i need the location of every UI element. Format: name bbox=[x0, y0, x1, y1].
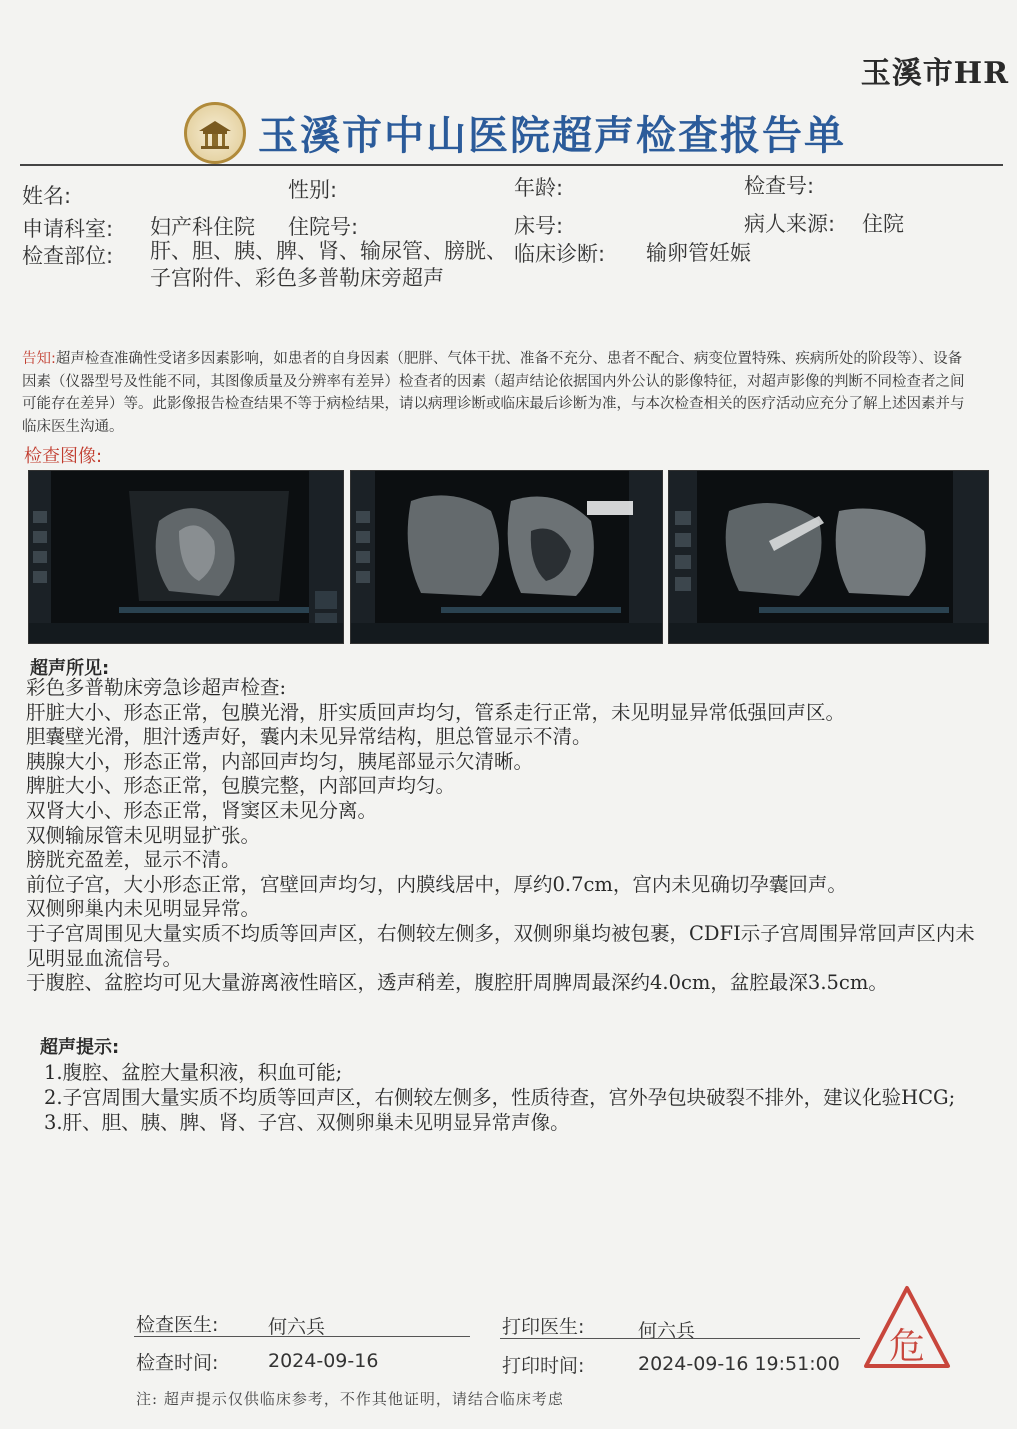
notice-paragraph bbox=[22, 348, 972, 438]
corner-mark: 玉溪市HR bbox=[860, 56, 1009, 91]
findings-line: 于腹腔、盆腔均可见大量游离液性暗区，透声稍差，腹腔肝周脾周最深约4.0cm，盆腔最深3.5cm。 bbox=[26, 971, 888, 995]
hint-item: 1.腹腔、盆腔大量积液，积血可能; bbox=[44, 1061, 343, 1084]
admission-number-label: 住院号: bbox=[288, 215, 359, 239]
print-doctor-label: 打印医生: bbox=[502, 1316, 585, 1338]
ultrasound-image-2 bbox=[350, 470, 663, 644]
report-title: 玉溪市中山医院超声检查报告单 bbox=[258, 113, 846, 159]
age-label: 年龄: bbox=[514, 176, 564, 200]
stamp-character: 危 bbox=[888, 1326, 926, 1367]
footer-divider bbox=[134, 1336, 470, 1337]
findings-heading: 超声所见: bbox=[30, 658, 110, 679]
findings-line: 双肾大小、形态正常，肾窦区未见分离。 bbox=[26, 798, 378, 822]
exam-region-label: 检查部位: bbox=[22, 244, 114, 268]
name-label: 姓名: bbox=[22, 184, 72, 208]
department-label: 申请科室: bbox=[22, 217, 114, 241]
critical-stamp bbox=[860, 1282, 954, 1376]
ultrasound-image-3 bbox=[668, 470, 989, 644]
exam-doctor-value: 何六兵 bbox=[268, 1316, 326, 1338]
print-time-label: 打印时间: bbox=[502, 1355, 585, 1377]
department-value: 妇产科住院 bbox=[150, 215, 255, 239]
exam-time-label: 检查时间: bbox=[136, 1352, 219, 1374]
exam-time-value: 2024-09-16 bbox=[268, 1350, 379, 1372]
patient-source-label: 病人来源: bbox=[744, 212, 836, 236]
findings-line: 胆囊壁光滑，胆汁透声好，囊内未见异常结构，胆总管显示不清。 bbox=[26, 725, 592, 749]
gender-label: 性别: bbox=[288, 178, 338, 202]
bed-label: 床号: bbox=[514, 214, 564, 238]
exam-doctor-label: 检查医生: bbox=[136, 1314, 219, 1336]
clinical-diagnosis-label: 临床诊断: bbox=[514, 242, 606, 266]
print-doctor-value: 何六兵 bbox=[638, 1320, 696, 1342]
hints-heading: 超声提示: bbox=[40, 1037, 120, 1058]
findings-body bbox=[26, 676, 986, 996]
ultrasound-image-1 bbox=[28, 470, 344, 644]
findings-line: 双侧卵巢内未见明显异常。 bbox=[26, 897, 261, 921]
findings-line: 肝脏大小、形态正常，包膜光滑，肝实质回声均匀，管系走行正常，未见明显异常低强回声区。 bbox=[26, 700, 846, 724]
exam-images-label: 检查图像: bbox=[24, 446, 103, 467]
hospital-logo-icon bbox=[184, 102, 246, 164]
findings-line: 胰腺大小，形态正常，内部回声均匀，胰尾部显示欠清晰。 bbox=[26, 749, 534, 773]
patient-source-value: 住院 bbox=[862, 212, 904, 236]
exam-number-label: 检查号: bbox=[744, 174, 815, 198]
hints-body bbox=[44, 1060, 964, 1135]
notice-text: 超声检查准确性受诸多因素影响，如患者的自身因素（肥胖、气体干扰、准备不充分、患者不配合、病变位置特殊、疾病所处的阶段等）、设备因素（仪器型号及性能不同，其图像质量及分辨率有差异）检查者的因素（超声结论依据国内外公认的影像特征，对超声影像的判断不同检查者之间可能存在差异）等。此影像报告检查结果不等于病检结果，请以病理诊断或临床最后诊断为准，与本次检查相关的医疗活动应充分了解上述因素并与临床医生沟通。 bbox=[22, 351, 965, 435]
print-time-value: 2024-09-16 19:51:00 bbox=[638, 1353, 840, 1375]
findings-line: 脾脏大小、形态正常，包膜完整，内部回声均匀。 bbox=[26, 774, 456, 798]
findings-line: 于子宫周围见大量实质不均质等回声区，右侧较左侧多，双侧卵巢均被包裹，CDFI示子宫周围异常回声区内未见明显血流信号。 bbox=[26, 921, 975, 970]
findings-line: 膀胱充盈差，显示不清。 bbox=[26, 848, 241, 872]
hint-item: 2.子宫周围大量实质不均质等回声区，右侧较左侧多，性质待查，宫外孕包块破裂不排外，建议化验HCG; bbox=[44, 1086, 956, 1109]
exam-region-value: 肝、胆、胰、脾、肾、输尿管、膀胱、子宫附件、彩色多普勒床旁超声 bbox=[150, 239, 507, 290]
hint-item: 3.肝、胆、胰、脾、肾、子宫、双侧卵巢未见明显异常声像。 bbox=[44, 1111, 570, 1134]
findings-line: 彩色多普勒床旁急诊超声检查: bbox=[26, 676, 287, 699]
notice-label: 告知: bbox=[22, 351, 56, 367]
findings-line: 前位子宫，大小形态正常，宫壁回声均匀，内膜线居中，厚约0.7cm，宫内未见确切孕囊回声。 bbox=[26, 872, 847, 896]
clinical-diagnosis-value: 输卵管妊娠 bbox=[646, 241, 751, 265]
header-divider bbox=[20, 164, 1003, 166]
footer-note: 注: 超声提示仅供临床参考，不作其他证明，请结合临床考虑 bbox=[136, 1390, 564, 1408]
findings-line: 双侧输尿管未见明显扩张。 bbox=[26, 823, 261, 847]
footer-divider bbox=[500, 1338, 860, 1339]
